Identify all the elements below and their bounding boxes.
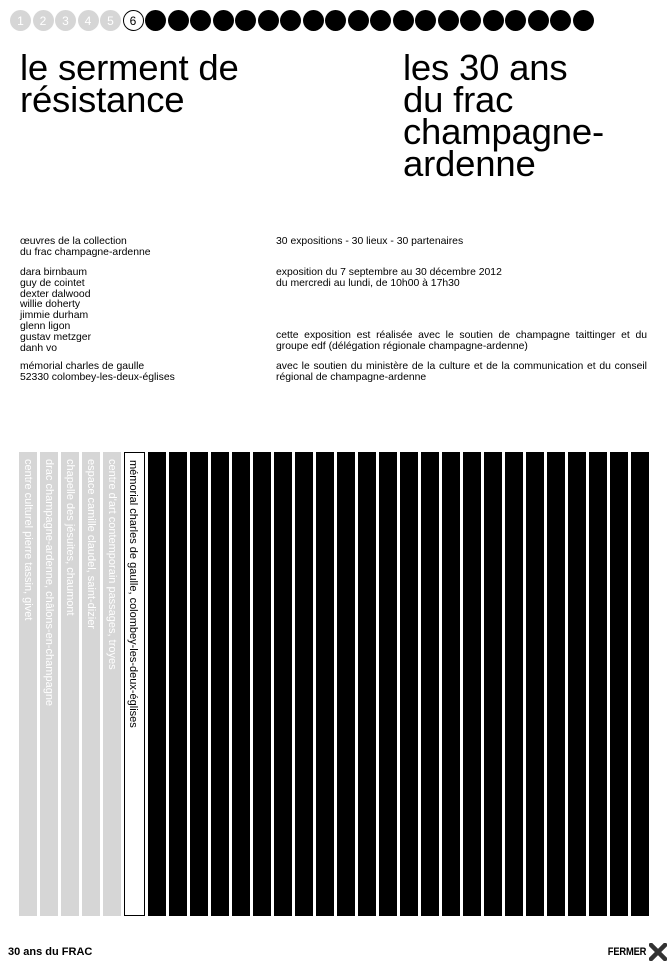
title-right-line: les 30 ans xyxy=(403,47,568,88)
venue-bar[interactable] xyxy=(82,452,100,916)
artist-list xyxy=(20,268,91,354)
page-dot-2[interactable]: 2 xyxy=(33,10,54,31)
venue-bar[interactable] xyxy=(19,452,37,916)
venue-label-active: mémorial charles de gaulle, colombey-les-deux-églises xyxy=(127,460,139,728)
venue-bar-placeholder[interactable] xyxy=(589,452,607,916)
page-dot[interactable] xyxy=(280,10,301,31)
title-left-line: résistance xyxy=(20,79,185,120)
page-dot[interactable] xyxy=(438,10,459,31)
title-right-line: champagne- xyxy=(403,111,604,152)
page-dot[interactable] xyxy=(168,10,189,31)
page-dot[interactable] xyxy=(460,10,481,31)
page-dot[interactable] xyxy=(348,10,369,31)
venue-bar-placeholder[interactable] xyxy=(547,452,565,916)
page-dot[interactable] xyxy=(145,10,166,31)
page-dot-current[interactable]: 6 xyxy=(123,10,144,31)
artist-name: glenn ligon xyxy=(20,320,71,332)
page-dot[interactable] xyxy=(213,10,234,31)
exhibition-headline xyxy=(276,237,463,248)
text-line: 30 expositions - 30 lieux - 30 partenaires xyxy=(276,236,464,247)
page-dot[interactable] xyxy=(325,10,346,31)
venue-bar-placeholder[interactable] xyxy=(421,452,439,916)
page-navigation xyxy=(10,10,662,32)
venue-bar-placeholder[interactable] xyxy=(631,452,649,916)
title-right-line: ardenne xyxy=(403,143,536,184)
venue-bar[interactable] xyxy=(61,452,79,916)
page-dot-1[interactable]: 1 xyxy=(10,10,31,31)
venue-bar-placeholder[interactable] xyxy=(379,452,397,916)
title-left xyxy=(20,47,239,120)
artist-name: gustav metzger xyxy=(20,331,92,343)
venue-bar-placeholder[interactable] xyxy=(568,452,586,916)
text-line: du mercredi au lundi, de 10h00 à 17h30 xyxy=(276,277,460,289)
venue-bar-placeholder[interactable] xyxy=(148,452,166,916)
venue-bar-placeholder[interactable] xyxy=(295,452,313,916)
page-dot-5[interactable]: 5 xyxy=(100,10,121,31)
page-dot-4[interactable]: 4 xyxy=(78,10,99,31)
page-dot[interactable] xyxy=(505,10,526,31)
venue-bar-placeholder[interactable] xyxy=(463,452,481,916)
page-dot[interactable] xyxy=(190,10,211,31)
artist-name: willie doherty xyxy=(20,299,81,311)
artist-name: dexter dalwood xyxy=(20,288,91,300)
page-dot[interactable] xyxy=(370,10,391,31)
venue-bar-placeholder[interactable] xyxy=(526,452,544,916)
page-dot[interactable] xyxy=(483,10,504,31)
page-dot[interactable] xyxy=(393,10,414,31)
venue-bar-placeholder[interactable] xyxy=(610,452,628,916)
close-label: FERMER xyxy=(607,946,647,958)
page-dot[interactable] xyxy=(303,10,324,31)
title-right-line: du frac xyxy=(403,79,514,120)
venue-bar-placeholder[interactable] xyxy=(274,452,292,916)
page-dot[interactable] xyxy=(550,10,571,31)
exhibition-dates xyxy=(276,268,502,290)
venue-bar[interactable] xyxy=(103,452,121,916)
venue-bar-placeholder[interactable] xyxy=(358,452,376,916)
support-text: avec le soutien du ministère de la culture et de la communication et du conseil régional de champagne-ardenne xyxy=(276,361,647,383)
venue-bar[interactable] xyxy=(40,452,58,916)
text-line: exposition du 7 septembre au 30 décembre 2012 xyxy=(276,267,502,278)
venue-bar-placeholder[interactable] xyxy=(190,452,208,916)
sponsor-text: cette exposition est réalisée avec le soutien de champagne taittinger et du groupe edf (délégation régionale champagne-ardenne) xyxy=(276,330,647,352)
venue-address xyxy=(20,362,175,384)
venue-bar-placeholder[interactable] xyxy=(232,452,250,916)
title-right xyxy=(403,47,604,184)
footer-title: 30 ans du FRAC xyxy=(8,946,93,958)
venue-bar-placeholder[interactable] xyxy=(400,452,418,916)
title-left-line: le serment de xyxy=(20,47,239,88)
page-dot[interactable] xyxy=(415,10,436,31)
collection-text xyxy=(20,237,151,259)
text-line: du frac champagne-ardenne xyxy=(20,246,151,258)
close-button[interactable] xyxy=(601,943,667,961)
venue-bar-active[interactable] xyxy=(124,452,145,916)
venue-label: centre culturel pierre tassin, givet xyxy=(22,459,34,621)
text-line: œuvres de la collection xyxy=(20,236,127,247)
page-dot[interactable] xyxy=(573,10,594,31)
artist-name: dara birnbaum xyxy=(20,267,88,278)
text-line: 52330 colombey-les-deux-églises xyxy=(20,371,175,383)
page-dot[interactable] xyxy=(258,10,279,31)
artist-name: jimmie durham xyxy=(20,310,89,322)
venue-bar-placeholder[interactable] xyxy=(337,452,355,916)
page-dot[interactable] xyxy=(528,10,549,31)
venue-label: drac champagne-ardenne, châlons-en-champagne xyxy=(43,459,55,707)
page-dot[interactable] xyxy=(235,10,256,31)
venue-label: espace camille claudel, saint-dizier xyxy=(85,459,97,629)
venue-bars xyxy=(19,452,649,916)
page-dot-3[interactable]: 3 xyxy=(55,10,76,31)
venue-bar-placeholder[interactable] xyxy=(253,452,271,916)
venue-bar-placeholder[interactable] xyxy=(505,452,523,916)
venue-bar-placeholder[interactable] xyxy=(442,452,460,916)
venue-label: chapelle des jésuites, chaumont xyxy=(64,459,76,616)
close-icon xyxy=(649,943,667,961)
venue-bar-placeholder[interactable] xyxy=(211,452,229,916)
artist-name: danh vo xyxy=(20,342,57,354)
venue-label: centre d'art contemporain passages, troyes xyxy=(106,459,118,670)
artist-name: guy de cointet xyxy=(20,277,85,289)
text-line: mémorial charles de gaulle xyxy=(20,361,145,372)
venue-bar-placeholder[interactable] xyxy=(169,452,187,916)
venue-bar-placeholder[interactable] xyxy=(316,452,334,916)
venue-bar-placeholder[interactable] xyxy=(484,452,502,916)
